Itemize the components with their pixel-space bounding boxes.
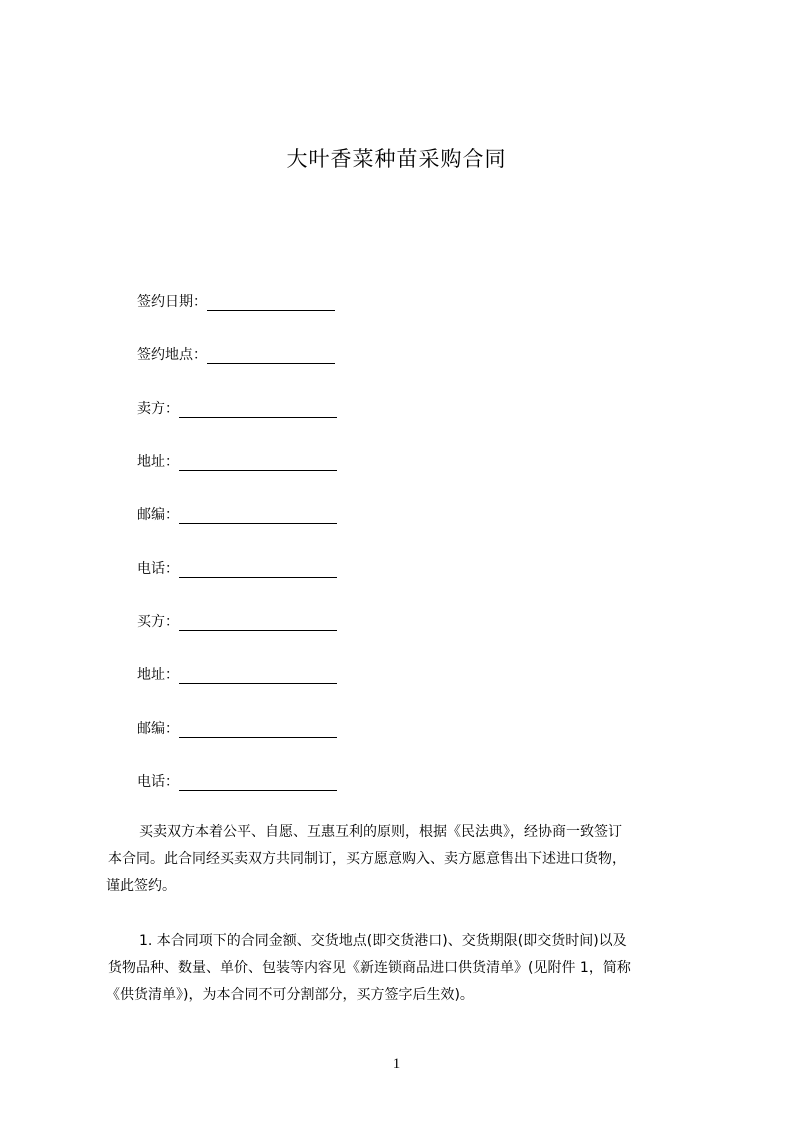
clause-1-paragraph — [106, 928, 696, 1009]
field-label: 签约地点： — [137, 347, 207, 363]
buyer-phone-blank[interactable] — [179, 776, 337, 791]
seller-address-blank[interactable] — [179, 456, 337, 471]
field-seller-postcode — [137, 506, 337, 524]
field-seller-address — [137, 453, 337, 471]
paragraph-line: 货物品种、数量、单价、包装等内容见《新连锁商品进口供货清单》(见附件 1，简称 — [108, 960, 631, 976]
buyer-postcode-blank[interactable] — [179, 723, 337, 738]
seller-phone-blank[interactable] — [179, 563, 337, 578]
field-label: 地址： — [137, 454, 179, 470]
field-label: 邮编： — [137, 721, 179, 737]
signing-date-blank[interactable] — [207, 296, 335, 311]
seller-blank[interactable] — [179, 403, 337, 418]
paragraph-line: 本合同。此合同经买卖双方共同制订，买方愿意购入、卖方愿意售出下述进口货物， — [108, 851, 626, 867]
paragraph-line: 1. 本合同项下的合同金额、交货地点(即交货港口)、交货期限(即交货时间)以及 — [139, 933, 627, 949]
buyer-blank[interactable] — [179, 616, 337, 631]
seller-postcode-blank[interactable] — [179, 509, 337, 524]
field-buyer-address — [137, 666, 337, 684]
field-label: 邮编： — [137, 507, 179, 523]
field-label: 地址： — [137, 667, 179, 683]
field-label: 电话： — [137, 774, 179, 790]
field-buyer-phone — [137, 773, 337, 791]
field-label: 买方： — [137, 614, 179, 630]
field-label: 签约日期： — [137, 294, 207, 310]
field-buyer — [137, 613, 337, 631]
field-signing-date — [137, 293, 335, 311]
field-seller — [137, 400, 337, 418]
field-label: 卖方： — [137, 401, 179, 417]
field-seller-phone — [137, 560, 337, 578]
signing-place-blank[interactable] — [207, 349, 335, 364]
page-number: 1 — [392, 1056, 401, 1072]
field-label: 电话： — [137, 561, 179, 577]
paragraph-line: 《供货清单》)，为本合同不可分割部分，买方签字后生效)。 — [106, 987, 474, 1003]
paragraph-line: 谨此签约。 — [106, 878, 176, 894]
document-title: 大叶香菜种苗采购合同 — [286, 147, 507, 171]
preamble-paragraph — [106, 819, 696, 900]
field-buyer-postcode — [137, 720, 337, 738]
paragraph-line: 买卖双方本着公平、自愿、互惠互利的原则，根据《民法典》，经协商一致签订 — [139, 824, 622, 840]
buyer-address-blank[interactable] — [179, 669, 337, 684]
field-signing-place — [137, 346, 335, 364]
